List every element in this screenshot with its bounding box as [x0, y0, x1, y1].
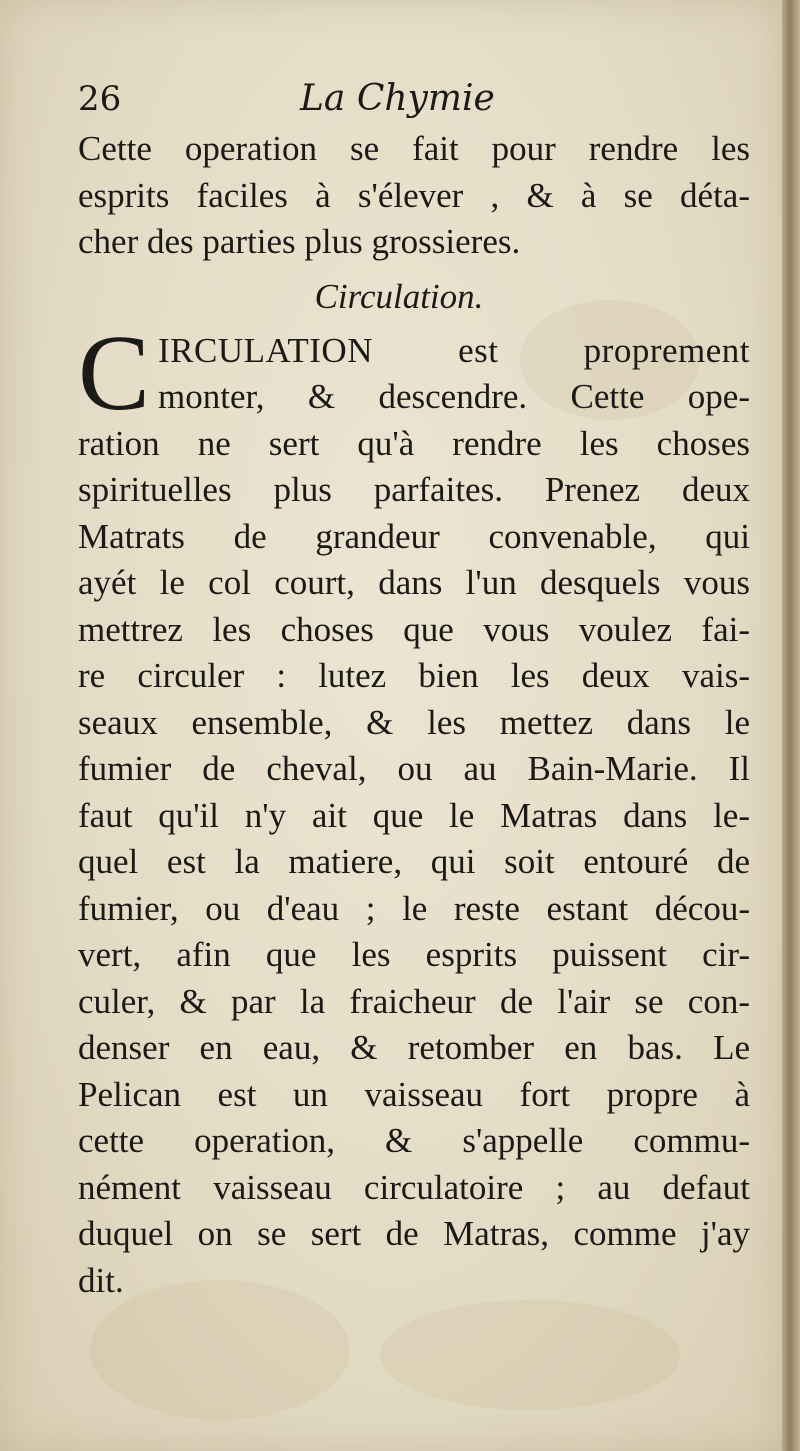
text-line: fumier, ou d'eau ; le reste estant décou- [78, 888, 750, 928]
text-line: monter, & descendre. Cette ope- [158, 377, 750, 416]
running-title: La Chymie [300, 78, 495, 119]
page-edge [782, 0, 800, 1451]
paper-stain [380, 1300, 680, 1410]
body-text [78, 126, 750, 1304]
text-line: Pelican est un vaisseau fort propre à [78, 1074, 750, 1114]
text-line: faut qu'il n'y ait que le Matras dans le- [78, 795, 750, 835]
text-line: spirituelles plus parfaites. Prenez deux [78, 470, 750, 509]
text-line: duquel on se sert de Matras, comme j'ay [78, 1214, 750, 1253]
text-line: IRCULATION est proprement [158, 330, 750, 370]
text-line: re circuler : lutez bien les deux vais- [78, 656, 750, 695]
text-line: denser en eau, & retomber en bas. Le [78, 1028, 750, 1067]
text-line: Matrats de grandeur convenable, qui [78, 516, 750, 556]
text-line: nément vaisseau circulatoire ; au defaut [78, 1167, 750, 1207]
drop-cap: C [78, 313, 151, 433]
text-line: Cette operation se fait pour rendre les [78, 129, 750, 168]
drop-cap-paragraph-start [78, 313, 750, 433]
page-header [78, 74, 738, 124]
text-line: cher des parties plus grossieres. [78, 222, 521, 261]
text-line: ayét le col court, dans l'un desquels vous [78, 563, 750, 602]
text-line: esprits faciles à s'élever , & à se déta- [78, 175, 750, 215]
text-line: fumier de cheval, ou au Bain-Marie. Il [78, 749, 750, 788]
text-line: vert, afin que les esprits puissent cir- [78, 935, 750, 974]
text-line: cette operation, & s'appelle commu- [78, 1121, 750, 1160]
text-line: dit. [78, 1260, 124, 1300]
text-line: seaux ensemble, & les mettez dans le [78, 702, 750, 742]
text-line: culer, & par la fraicheur de l'air se con- [78, 981, 750, 1021]
page-number: 26 [78, 79, 122, 119]
text-line: ration ne sert qu'à rendre les choses [78, 423, 750, 463]
text-line: mettrez les choses que vous voulez fai- [78, 609, 750, 649]
section-heading: Circulation. [314, 276, 484, 316]
text-line: quel est la matiere, qui soit entouré de [78, 842, 750, 881]
